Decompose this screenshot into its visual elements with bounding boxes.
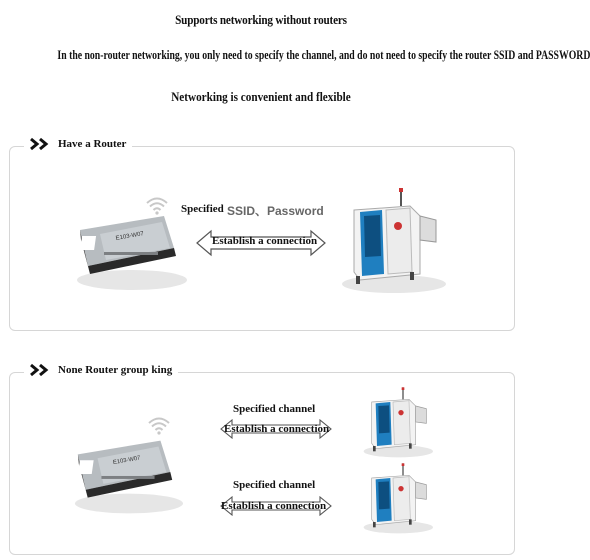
- header-tagline: Networking is convenient and flexible: [171, 89, 351, 104]
- establish-connection-label: Establish a connection: [212, 235, 318, 247]
- ssid-password-label: SSID、Password: [227, 204, 324, 218]
- module-label: E103-W07: [112, 455, 141, 467]
- specified-channel-label-2: Specified channel: [233, 479, 316, 491]
- header-title: Supports networking without routers: [175, 12, 347, 27]
- double-chevron-icon: [30, 138, 52, 150]
- smt-machine-image: [340, 186, 444, 294]
- wifi-module-image: [70, 430, 186, 520]
- double-chevron-icon: [30, 364, 52, 376]
- header-description: In the non-router networking, you only need to specify the channel, and do not need to specify the router SSID and PASSWORD: [57, 48, 590, 62]
- specified-prefix-label: Specified: [181, 203, 224, 215]
- no-router-panel-title-text: None Router group king: [58, 364, 173, 376]
- module-label: E103-W07: [115, 231, 145, 242]
- router-panel-title: [24, 138, 132, 150]
- wifi-module-image: [72, 208, 190, 294]
- establish-connection-label-2: Establish a connection: [221, 500, 327, 512]
- smt-machine-image-2: [362, 462, 432, 534]
- specified-channel-label-1: Specified channel: [233, 403, 316, 415]
- establish-connection-label-1: Establish a connection: [224, 423, 330, 435]
- no-router-panel-title: [24, 364, 178, 376]
- smt-machine-image-1: [362, 386, 432, 458]
- router-panel-title-text: Have a Router: [58, 138, 127, 150]
